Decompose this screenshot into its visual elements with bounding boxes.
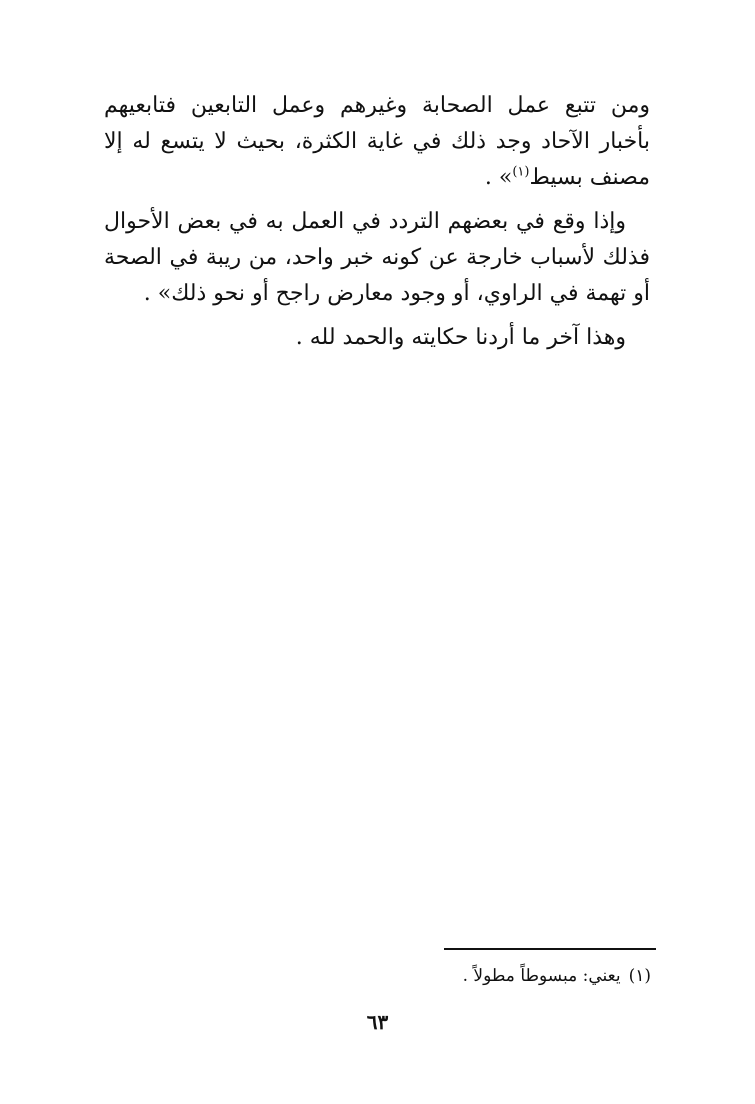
paragraph-2 bbox=[104, 204, 650, 312]
footnote-number: (١) bbox=[628, 966, 651, 986]
paragraph-1 bbox=[104, 88, 650, 196]
paragraph-2-text: وإذا وقع في بعضهم التردد في العمل به في بعض الأحوال فذلك لأسباب خارجة عن كونه خبر واحد، من ريبة في الصحة أو تهمة في الراوي، أو وجود معارض راجح أو نحو ذلك» . bbox=[104, 209, 650, 306]
footnote-reference[interactable]: (١) bbox=[512, 164, 530, 180]
footnote-divider bbox=[444, 948, 656, 950]
page-number: ٦٣ bbox=[366, 1010, 389, 1034]
paragraph-1-text: ومن تتبع عمل الصحابة وغيرهم وعمل التابعين فتابعيهم بأخبار الآحاد وجد ذلك في غاية الكثرة، بحيث لا يتسع له إلا مصنف بسيط bbox=[104, 93, 650, 190]
paragraph-3-text: وهذا آخر ما أردنا حكايته والحمد لله . bbox=[295, 325, 626, 350]
footnote-text: يعني: مبسوطاً مطولاً . bbox=[462, 966, 621, 986]
paragraph-3 bbox=[104, 320, 650, 356]
body-text bbox=[104, 88, 650, 364]
footnote bbox=[463, 962, 651, 990]
paragraph-1-trail: » . bbox=[484, 165, 513, 190]
